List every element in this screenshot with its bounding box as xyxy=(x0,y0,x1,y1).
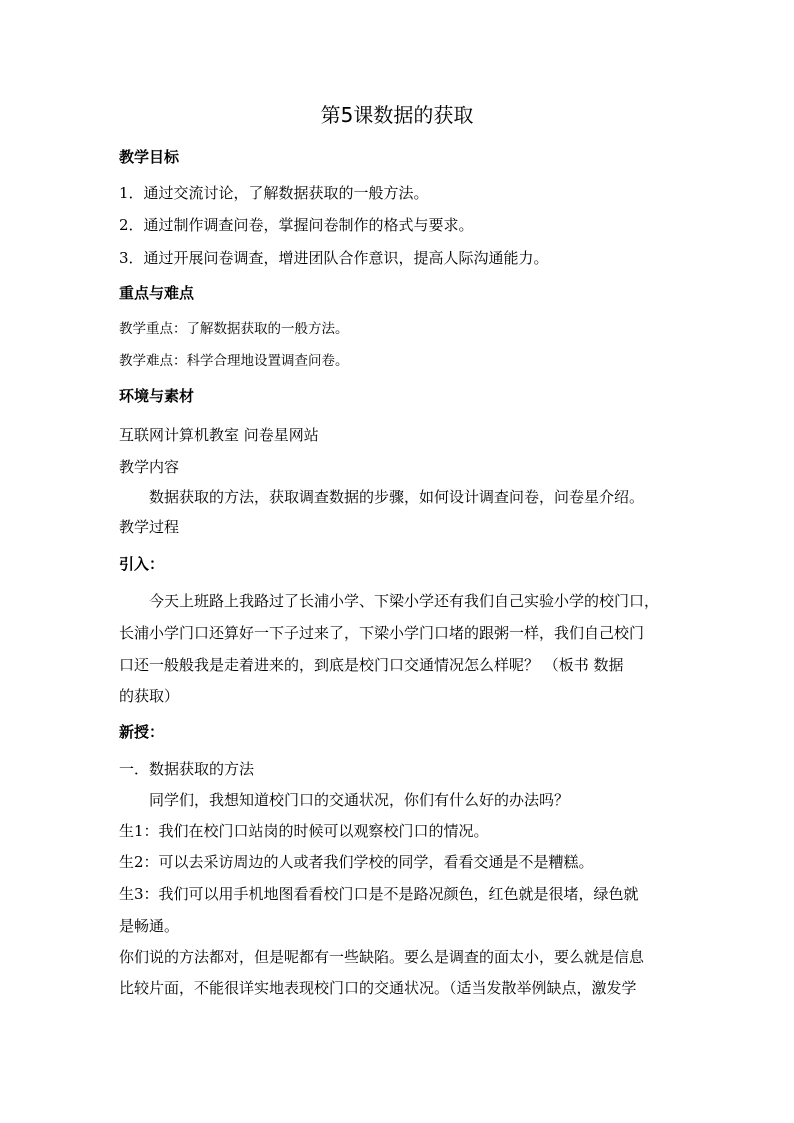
student-answer: 生3：我们可以用手机地图看看校门口是不是路况颜色，红色就是很堵，绿色就 xyxy=(119,885,639,903)
intro-heading: 引入： xyxy=(119,555,165,573)
key-point-item: 教学重点：了解数据获取的一般方法。 xyxy=(119,321,349,337)
new-lesson-heading: 新授： xyxy=(119,723,165,741)
student-answer: 是畅通。 xyxy=(119,917,180,935)
key-points-heading: 重点与难点 xyxy=(119,284,195,302)
summary-line: 你们说的方法都对，但是呢都有一些缺陷。要么是调查的面太小，要么就是信息 xyxy=(119,948,645,966)
content-text: 数据获取的方法，获取调查数据的步骤，如何设计调查问卷，问卷星介绍。 xyxy=(149,488,645,506)
part1-heading: 一．数据获取的方法 xyxy=(119,760,255,778)
part1-question: 同学们，我想知道校门口的交通状况，你们有什么好的办法吗？ xyxy=(149,791,570,809)
summary-line: 比较片面，不能很详实地表现校门口的交通状况。（适当发散举例缺点，激发学 xyxy=(119,979,637,997)
key-point-item: 教学难点：科学合理地设置调查问卷。 xyxy=(119,353,349,369)
intro-paragraph-line: 的获取） xyxy=(119,687,180,705)
objectives-heading: 教学目标 xyxy=(119,148,180,166)
objective-item: 3．通过开展问卷调查，增进团队合作意识，提高人际沟通能力。 xyxy=(119,249,549,267)
intro-paragraph-line: 今天上班路上我路过了长浦小学、下梁小学还有我们自己实验小学的校门口， xyxy=(149,592,660,610)
document-title: 第5课数据的获取 xyxy=(320,103,474,127)
intro-paragraph-line: 长浦小学门口还算好一下子过来了，下梁小学门口堵的跟粥一样，我们自己校门 xyxy=(119,624,645,642)
intro-paragraph-line: 口还一般般我是走着进来的，到底是校门口交通情况怎么样呢？ （板书 数据 xyxy=(119,656,624,674)
environment-text: 互联网计算机教室 问卷星网站 xyxy=(119,426,319,444)
content-heading: 教学内容 xyxy=(119,458,180,476)
environment-heading: 环境与素材 xyxy=(119,387,195,405)
objective-item: 2．通过制作调查问卷，掌握问卷制作的格式与要求。 xyxy=(119,216,474,234)
student-answer: 生2：可以去采访周边的人或者我们学校的同学，看看交通是不是糟糕。 xyxy=(119,853,594,871)
objective-item: 1．通过交流讨论，了解数据获取的一般方法。 xyxy=(119,184,429,202)
student-answer: 生1：我们在校门口站岗的时候可以观察校门口的情况。 xyxy=(119,822,489,840)
process-heading: 教学过程 xyxy=(119,518,180,536)
